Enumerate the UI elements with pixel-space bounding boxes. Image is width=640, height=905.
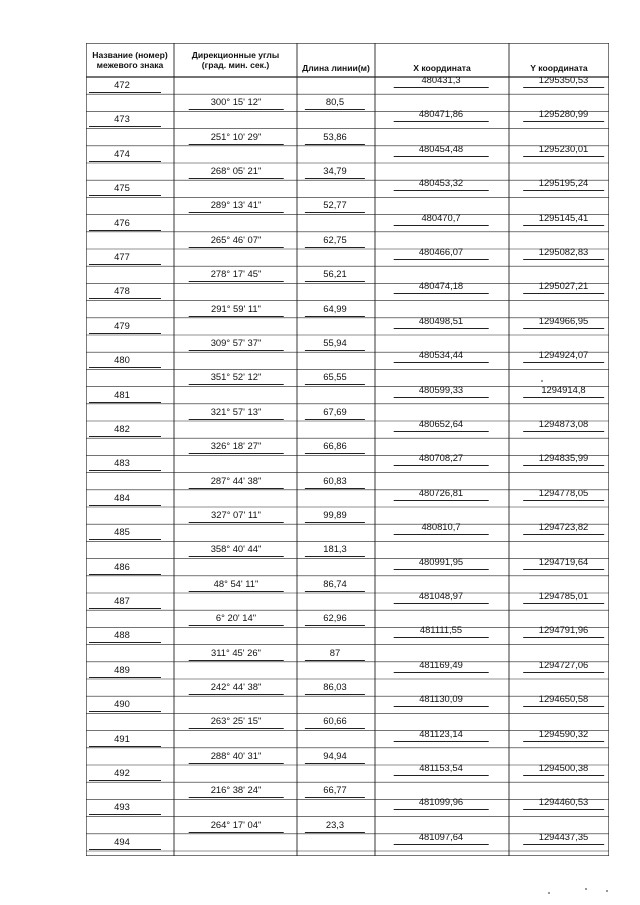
point-y-coordinate: 1295082,83: [516, 246, 611, 258]
direction-angle: 265° 46' 07": [181, 234, 291, 246]
point-y-coordinate: 1294590,32: [516, 728, 611, 740]
point-name: 480: [92, 354, 152, 366]
header-x: X координата: [413, 63, 471, 73]
point-name: 475: [92, 182, 152, 194]
point-x-coordinate: 480810,7: [386, 521, 496, 533]
header-point-name-line2: межевого знака: [96, 60, 164, 70]
point-y-coordinate: 1295027,21: [516, 280, 611, 292]
point-x-coordinate: 480466,07: [386, 246, 496, 258]
point-y-coordinate: 1294460,53: [516, 796, 611, 808]
direction-angle: 263° 25' 15": [181, 715, 291, 727]
point-x-coordinate: 480599,33: [386, 384, 496, 396]
direction-angle: 289° 13' 41": [181, 199, 291, 211]
direction-angle: 326° 18' 27": [181, 440, 291, 452]
point-name: 490: [92, 698, 152, 710]
point-name: 488: [92, 629, 152, 641]
point-name: 493: [92, 801, 152, 813]
point-name: 483: [92, 457, 152, 469]
point-y-coordinate: 1295350,53: [516, 74, 611, 86]
line-length: 86,74: [300, 578, 370, 590]
direction-angle: 321° 57' 13": [181, 406, 291, 418]
line-length: 80,5: [300, 96, 370, 108]
line-length: 34,79: [300, 165, 370, 177]
line-length: 67,69: [300, 406, 370, 418]
point-name: 485: [92, 526, 152, 538]
point-name: 487: [92, 595, 152, 607]
direction-angle: 264° 17' 04": [181, 819, 291, 831]
point-x-coordinate: 480652,64: [386, 418, 496, 430]
point-x-coordinate: 481169,49: [386, 659, 496, 671]
direction-angle: 287° 44' 38": [181, 475, 291, 487]
point-y-coordinate: 1294835,99: [516, 452, 611, 464]
point-y-coordinate: 1294791,96: [516, 624, 611, 636]
point-name: 481: [92, 389, 152, 401]
line-length: 94,94: [300, 750, 370, 762]
point-x-coordinate: 480708,27: [386, 452, 496, 464]
point-x-coordinate: 481130,09: [386, 693, 496, 705]
point-name: 491: [92, 733, 152, 745]
scan-speck: [548, 892, 550, 894]
scan-speck: [541, 380, 543, 382]
line-length: 181,3: [300, 543, 370, 555]
point-name: 476: [92, 217, 152, 229]
line-length: 53,86: [300, 131, 370, 143]
point-name: 479: [92, 320, 152, 332]
point-y-coordinate: 1294727,06: [516, 659, 611, 671]
line-length: 56,21: [300, 268, 370, 280]
point-y-coordinate: 1295280,99: [516, 108, 611, 120]
point-y-coordinate: 1294924,07: [516, 349, 611, 361]
line-length: 86,03: [300, 681, 370, 693]
line-length: 62,96: [300, 612, 370, 624]
point-y-coordinate: 1294719,64: [516, 556, 611, 568]
direction-angle: 327° 07' 11": [181, 509, 291, 521]
point-y-coordinate: 1294778,05: [516, 487, 611, 499]
line-length: 60,83: [300, 475, 370, 487]
point-y-coordinate: 1294723,82: [516, 521, 611, 533]
line-length: 64,99: [300, 303, 370, 315]
point-name: 494: [92, 836, 152, 848]
direction-angle: 251° 10' 29": [181, 131, 291, 143]
line-length: 55,94: [300, 337, 370, 349]
point-x-coordinate: 481111,55: [386, 624, 496, 636]
header-length: Длина линии(м): [302, 63, 370, 73]
point-x-coordinate: 480991,95: [386, 556, 496, 568]
point-x-coordinate: 481097,64: [386, 831, 496, 843]
point-x-coordinate: 481123,14: [386, 728, 496, 740]
point-x-coordinate: 480474,18: [386, 280, 496, 292]
line-length: 52,77: [300, 199, 370, 211]
line-length: 99,89: [300, 509, 370, 521]
direction-angle: 311° 45' 26": [181, 647, 291, 659]
point-x-coordinate: 481048,97: [386, 590, 496, 602]
point-y-coordinate: 1295230,01: [516, 143, 611, 155]
direction-angle: 6° 20' 14": [181, 612, 291, 624]
point-x-coordinate: 480431,3: [386, 74, 496, 86]
header-point-name-line1: Название (номер): [92, 50, 168, 60]
point-name: 492: [92, 767, 152, 779]
direction-angle: 358° 40' 44": [181, 543, 291, 555]
point-y-coordinate: 1295195,24: [516, 177, 611, 189]
point-y-coordinate: 1294914,8: [516, 384, 611, 396]
point-y-coordinate: 1294873,08: [516, 418, 611, 430]
direction-angle: 242° 44' 38": [181, 681, 291, 693]
point-name: 489: [92, 664, 152, 676]
point-name: 484: [92, 492, 152, 504]
direction-angle: 288° 40' 31": [181, 750, 291, 762]
point-x-coordinate: 480453,32: [386, 177, 496, 189]
direction-angle: 291° 59' 11": [181, 303, 291, 315]
header-angle: [174, 43, 297, 77]
point-name: 472: [92, 79, 152, 91]
direction-angle: 309° 57' 37": [181, 337, 291, 349]
direction-angle: 278° 17' 45": [181, 268, 291, 280]
direction-angle: 48° 54' 11": [181, 578, 291, 590]
point-x-coordinate: 480470,7: [386, 212, 496, 224]
point-y-coordinate: 1295145,41: [516, 212, 611, 224]
point-name: 478: [92, 285, 152, 297]
header-angle-line2: (град. мин. сек.): [201, 60, 270, 70]
line-length: 65,55: [300, 371, 370, 383]
direction-angle: 300° 15' 12": [181, 96, 291, 108]
point-name: 482: [92, 423, 152, 435]
line-length: 87: [300, 647, 370, 659]
scan-speck: [606, 890, 608, 892]
point-x-coordinate: 481099,96: [386, 796, 496, 808]
point-y-coordinate: 1294500,38: [516, 762, 611, 774]
line-length: 23,3: [300, 819, 370, 831]
point-name: 474: [92, 148, 152, 160]
point-x-coordinate: 480726,81: [386, 487, 496, 499]
header-point-name: [86, 43, 174, 77]
direction-angle: 351° 52' 12": [181, 371, 291, 383]
point-name: 477: [92, 251, 152, 263]
line-length: 60,66: [300, 715, 370, 727]
direction-angle: 268° 05' 21": [181, 165, 291, 177]
scan-speck: [585, 888, 587, 890]
point-x-coordinate: 480498,51: [386, 315, 496, 327]
point-name: 473: [92, 113, 152, 125]
header-angle-line1: Дирекционные углы: [191, 50, 280, 60]
point-name: 486: [92, 561, 152, 573]
line-length: 66,86: [300, 440, 370, 452]
coordinates-table: [86, 43, 609, 856]
header-y: Y координата: [530, 63, 588, 73]
point-x-coordinate: 480454,48: [386, 143, 496, 155]
line-length: 66,77: [300, 784, 370, 796]
point-y-coordinate: 1294785,01: [516, 590, 611, 602]
point-x-coordinate: 480471,86: [386, 108, 496, 120]
point-x-coordinate: 480534,44: [386, 349, 496, 361]
line-length: 62,75: [300, 234, 370, 246]
direction-angle: 216° 38' 24": [181, 784, 291, 796]
point-x-coordinate: 481153,54: [386, 762, 496, 774]
point-y-coordinate: 1294966,95: [516, 315, 611, 327]
point-y-coordinate: 1294650,58: [516, 693, 611, 705]
point-y-coordinate: 1294437,35: [516, 831, 611, 843]
